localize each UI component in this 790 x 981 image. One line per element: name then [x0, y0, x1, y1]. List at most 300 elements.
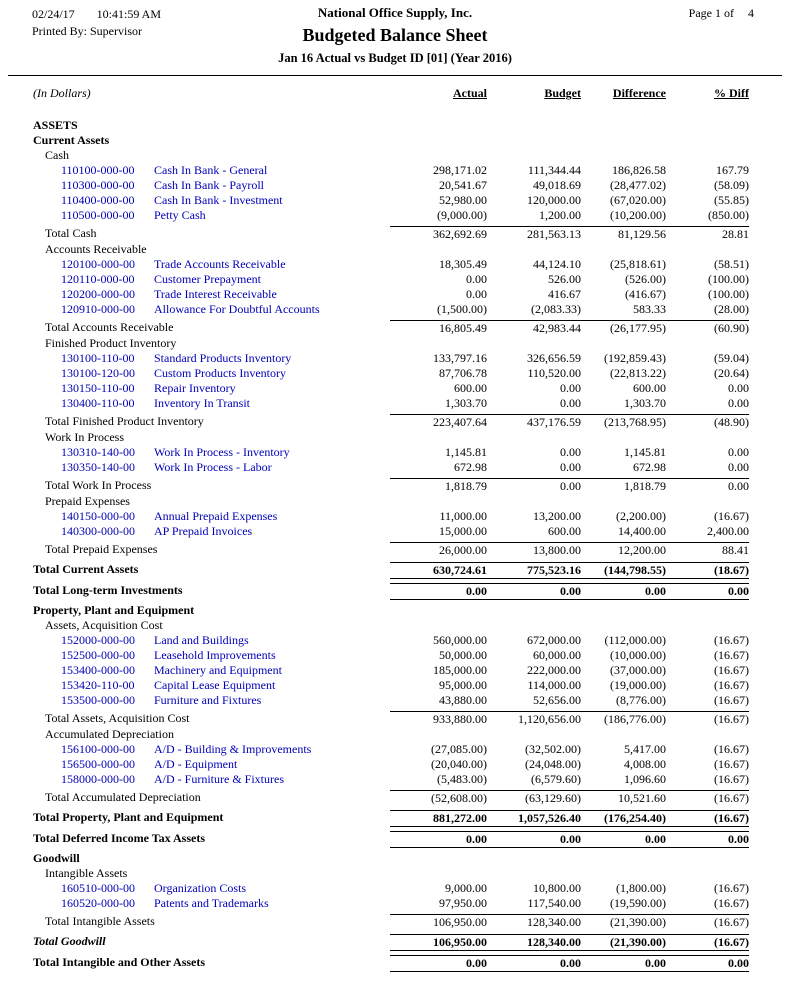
budget-value [487, 336, 581, 351]
total-row [0, 226, 790, 242]
pct-value: (58.09) [714, 178, 749, 192]
account-row [0, 757, 790, 772]
total-row [0, 478, 790, 494]
row-label: Total Finished Product Inventory [45, 414, 204, 428]
account-name-link[interactable]: Leasehold Improvements [154, 648, 276, 662]
account-code-link[interactable]: 156100-000-00 [61, 742, 135, 756]
row-label: Current Assets [33, 133, 110, 147]
pct-value: 2,400.00 [707, 524, 749, 538]
account-code-link[interactable]: 140300-000-00 [61, 524, 135, 538]
account-row [0, 396, 790, 411]
account-name-link[interactable]: Cash In Bank - General [154, 163, 268, 177]
budget-value: 281,563.13 [487, 226, 581, 242]
account-row [0, 693, 790, 708]
actual-value: 9,000.00 [445, 881, 487, 895]
group-row [0, 430, 790, 445]
actual-value: 15,000.00 [439, 524, 487, 538]
section-row [0, 118, 790, 133]
row-label: Intangible Assets [45, 866, 128, 880]
budget-value: 44,124.10 [533, 257, 581, 271]
difference-value: (526.00) [625, 272, 666, 286]
budget-value [487, 727, 581, 742]
account-label [33, 178, 390, 193]
budget-value: 52,656.00 [533, 693, 581, 707]
pct-value: (16.67) [666, 934, 749, 951]
account-name-link[interactable]: Machinery and Equipment [154, 663, 282, 677]
difference-value: (186,776.00) [581, 711, 666, 727]
account-code-link[interactable]: 130100-120-00 [61, 366, 135, 380]
account-name-link[interactable]: A/D - Furniture & Fixtures [154, 772, 284, 786]
total-row [0, 711, 790, 727]
actual-value: 560,000.00 [433, 633, 487, 647]
row-label: Total Cash [45, 226, 97, 240]
pct-value: (16.67) [714, 648, 749, 662]
pct-value: 88.41 [666, 542, 749, 558]
account-code-link[interactable]: 110500-000-00 [61, 208, 135, 222]
group-row [0, 336, 790, 351]
account-code-link[interactable]: 152500-000-00 [61, 648, 135, 662]
difference-value: (67,020.00) [610, 193, 666, 207]
account-label [33, 633, 390, 648]
account-name-link[interactable]: Cash In Bank - Payroll [154, 178, 264, 192]
pct-value: 0.00 [728, 445, 749, 459]
row-label: Assets, Acquisition Cost [45, 618, 163, 632]
row-label: Total Intangible and Other Assets [33, 955, 206, 969]
account-name-link[interactable]: Work In Process - Labor [154, 460, 272, 474]
column-header-row [0, 86, 790, 101]
major-total-italic-row [0, 934, 790, 951]
account-row [0, 772, 790, 787]
row-label: Total Current Assets [33, 562, 139, 576]
budget-value [487, 133, 581, 148]
account-label [33, 772, 390, 787]
budget-value: 775,523.16 [487, 562, 581, 579]
account-code-link[interactable]: 153500-000-00 [61, 693, 135, 707]
account-label [33, 366, 390, 381]
pct-value [666, 430, 749, 445]
difference-value [581, 727, 666, 742]
total-row [0, 414, 790, 430]
pct-value: (100.00) [708, 272, 749, 286]
budget-value [487, 618, 581, 633]
major-total-row [0, 831, 790, 848]
actual-value: 672.98 [454, 460, 487, 474]
difference-value: (10,000.00) [610, 648, 666, 662]
budget-value: 114,000.00 [527, 678, 581, 692]
budget-value: 49,018.69 [533, 178, 581, 192]
budget-value: 10,800.00 [533, 881, 581, 895]
account-label [33, 757, 390, 772]
row-label: Total Accounts Receivable [45, 320, 174, 334]
account-label [33, 648, 390, 663]
row-label: Total Assets, Acquisition Cost [45, 711, 190, 725]
actual-value: 26,000.00 [390, 542, 487, 558]
group-row [0, 148, 790, 163]
actual-value: 11,000.00 [439, 509, 487, 523]
difference-value: (19,590.00) [610, 896, 666, 910]
difference-value: 583.33 [633, 302, 666, 316]
report-title: Budgeted Balance Sheet [302, 25, 488, 45]
pct-value [666, 494, 749, 509]
difference-value: 1,303.70 [624, 396, 666, 410]
difference-value: (37,000.00) [610, 663, 666, 677]
account-row [0, 460, 790, 475]
difference-value [581, 618, 666, 633]
pct-value: (16.67) [714, 881, 749, 895]
difference-value: 0.00 [581, 831, 666, 848]
account-code-link[interactable]: 158000-000-00 [61, 772, 135, 786]
budget-value: 111,344.44 [527, 163, 581, 177]
account-code-link[interactable]: 110100-000-00 [61, 163, 135, 177]
actual-value [390, 727, 487, 742]
budget-value: 128,340.00 [487, 914, 581, 930]
account-code-link[interactable]: 140150-000-00 [61, 509, 135, 523]
actual-value: (9,000.00) [437, 208, 487, 222]
difference-value [581, 866, 666, 881]
difference-value: (8,776.00) [616, 693, 666, 707]
difference-value: 1,818.79 [581, 478, 666, 494]
actual-value: 0.00 [390, 831, 487, 848]
account-row [0, 524, 790, 539]
budget-value: 13,800.00 [487, 542, 581, 558]
pct-value: (59.04) [714, 351, 749, 365]
major-total-row [0, 583, 790, 600]
pct-value [666, 133, 749, 148]
row-label: Prepaid Expenses [45, 494, 130, 508]
column-header-actual: Actual [453, 86, 487, 100]
pct-value [666, 866, 749, 881]
actual-value [390, 866, 487, 881]
account-row [0, 257, 790, 272]
account-code-link[interactable]: 130310-140-00 [61, 445, 135, 459]
row-label: Accumulated Depreciation [45, 727, 174, 741]
account-name-link[interactable]: Work In Process - Inventory [154, 445, 290, 459]
pct-value: (16.67) [666, 711, 749, 727]
pct-value: (16.67) [714, 633, 749, 647]
actual-value: 630,724.61 [390, 562, 487, 579]
account-name-link[interactable]: Custom Products Inventory [154, 366, 286, 380]
pct-value: 0.00 [728, 396, 749, 410]
print-date: 02/24/17 [32, 7, 75, 21]
budget-value [487, 242, 581, 257]
pct-value: (16.67) [714, 693, 749, 707]
column-header-budget: Budget [544, 86, 581, 100]
budget-value [487, 148, 581, 163]
budget-value: (2,083.33) [531, 302, 581, 316]
account-name-link[interactable]: Trade Interest Receivable [154, 287, 277, 301]
budget-value: 0.00 [487, 478, 581, 494]
actual-value: 20,541.67 [439, 178, 487, 192]
budget-value: 0.00 [560, 445, 581, 459]
difference-value: (1,800.00) [616, 881, 666, 895]
account-code-link[interactable]: 110400-000-00 [61, 193, 135, 207]
pct-value: 167.79 [716, 163, 749, 177]
major-total-row [0, 810, 790, 827]
account-row [0, 381, 790, 396]
row-label: Total Work In Process [45, 478, 152, 492]
group-row [0, 618, 790, 633]
account-row [0, 445, 790, 460]
account-label [33, 896, 390, 911]
account-name-link[interactable]: Furniture and Fixtures [154, 693, 262, 707]
budget-value: (6,579.60) [531, 772, 581, 786]
budget-value: 13,200.00 [533, 509, 581, 523]
difference-value: (213,768.95) [581, 414, 666, 430]
account-code-link[interactable]: 156500-000-00 [61, 757, 135, 771]
account-row [0, 193, 790, 208]
account-name-link[interactable]: Cash In Bank - Investment [154, 193, 283, 207]
budget-value [487, 430, 581, 445]
difference-value: 0.00 [581, 955, 666, 972]
budget-value [487, 866, 581, 881]
report-rows [0, 118, 790, 972]
actual-value: 1,818.79 [390, 478, 487, 494]
account-name-link[interactable]: Organization Costs [154, 881, 247, 895]
row-label: Total Property, Plant and Equipment [33, 810, 224, 824]
pct-value [666, 148, 749, 163]
difference-value: 4,008.00 [624, 757, 666, 771]
actual-value: 87,706.78 [439, 366, 487, 380]
pct-value: (60.90) [666, 320, 749, 336]
difference-value: (112,000.00) [604, 633, 666, 647]
account-code-link[interactable]: 153420-110-00 [61, 678, 135, 692]
account-label [33, 693, 390, 708]
actual-value [390, 618, 487, 633]
difference-value: 12,200.00 [581, 542, 666, 558]
difference-value: 5,417.00 [624, 742, 666, 756]
pct-value [666, 118, 749, 133]
actual-value: 106,950.00 [390, 934, 487, 951]
actual-value [390, 118, 487, 133]
account-row [0, 302, 790, 317]
difference-value [581, 851, 666, 866]
difference-value: 1,145.81 [624, 445, 666, 459]
actual-value: 298,171.02 [433, 163, 487, 177]
difference-value: (144,798.55) [581, 562, 666, 579]
actual-value: 52,980.00 [439, 193, 487, 207]
budget-value: (63,129.60) [487, 790, 581, 806]
print-time: 10:41:59 AM [96, 7, 162, 21]
budget-value: 1,200.00 [539, 208, 581, 222]
account-label [33, 509, 390, 524]
budget-value [487, 118, 581, 133]
pct-value: (16.67) [714, 757, 749, 771]
pct-value: (16.67) [666, 810, 749, 827]
actual-value: 106,950.00 [390, 914, 487, 930]
pct-value: 0.00 [666, 831, 749, 848]
budget-value: 1,057,526.40 [487, 810, 581, 827]
row-label: Total Deferred Income Tax Assets [33, 831, 205, 845]
account-name-link[interactable]: A/D - Building & Improvements [154, 742, 312, 756]
pct-value: 0.00 [666, 583, 749, 600]
account-name-link[interactable]: Customer Prepayment [154, 272, 261, 286]
budget-value: 0.00 [487, 831, 581, 848]
account-name-link[interactable]: Capital Lease Equipment [154, 678, 276, 692]
row-label: Cash [45, 148, 69, 162]
account-name-link[interactable]: Petty Cash [154, 208, 206, 222]
account-label [33, 524, 390, 539]
pct-value: (16.67) [666, 914, 749, 930]
printed-by: Printed By: Supervisor [32, 24, 142, 38]
actual-value: 1,303.70 [445, 396, 487, 410]
pct-value: (16.67) [714, 678, 749, 692]
difference-value [581, 242, 666, 257]
pct-value [666, 618, 749, 633]
pct-value: 0.00 [728, 460, 749, 474]
budget-value: 117,540.00 [527, 896, 581, 910]
row-label: Finished Product Inventory [45, 336, 177, 350]
budget-value: 1,120,656.00 [487, 711, 581, 727]
difference-value: (2,200.00) [616, 509, 666, 523]
account-label [33, 351, 390, 366]
pct-value: (20.64) [714, 366, 749, 380]
account-row [0, 678, 790, 693]
section-row [0, 851, 790, 866]
actual-value: 0.00 [390, 583, 487, 600]
account-label [33, 208, 390, 223]
row-label: Total Intangible Assets [45, 914, 155, 928]
group-row [0, 866, 790, 881]
budget-value: 416.67 [548, 287, 581, 301]
actual-value: 0.00 [466, 287, 487, 301]
actual-value: 600.00 [454, 381, 487, 395]
actual-value: 95,000.00 [439, 678, 487, 692]
pct-value: (100.00) [708, 287, 749, 301]
company-name: National Office Supply, Inc. [317, 5, 473, 20]
difference-value [581, 430, 666, 445]
account-label [33, 460, 390, 475]
actual-value: 43,880.00 [439, 693, 487, 707]
account-name-link[interactable]: Repair Inventory [154, 381, 236, 395]
budget-value [487, 851, 581, 866]
page-number: 4 [748, 6, 754, 20]
difference-value: (192,859.43) [604, 351, 666, 365]
actual-value [390, 336, 487, 351]
difference-value: (25,818.61) [610, 257, 666, 271]
actual-value [390, 242, 487, 257]
pct-value: (16.67) [714, 663, 749, 677]
group-row [0, 242, 790, 257]
pct-value [666, 603, 749, 618]
actual-value [390, 603, 487, 618]
account-code-link[interactable]: 110300-000-00 [61, 178, 135, 192]
account-row [0, 366, 790, 381]
account-label [33, 272, 390, 287]
actual-value: 362,692.69 [390, 226, 487, 242]
account-name-link[interactable]: AP Prepaid Invoices [154, 524, 253, 538]
actual-value [390, 430, 487, 445]
account-code-link[interactable]: 120200-000-00 [61, 287, 135, 301]
section-row [0, 133, 790, 148]
pct-value: (16.67) [714, 742, 749, 756]
account-label [33, 881, 390, 896]
actual-value: 133,797.16 [433, 351, 487, 365]
budget-value: 0.00 [487, 583, 581, 600]
account-name-link[interactable]: A/D - Equipment [154, 757, 238, 771]
account-name-link[interactable]: Patents and Trademarks [154, 896, 269, 910]
budget-value: 60,000.00 [533, 648, 581, 662]
difference-value: 0.00 [581, 583, 666, 600]
account-label [33, 193, 390, 208]
account-name-link[interactable]: Annual Prepaid Expenses [154, 509, 278, 523]
actual-value [390, 148, 487, 163]
row-label: Goodwill [33, 851, 80, 865]
account-name-link[interactable]: Trade Accounts Receivable [154, 257, 286, 271]
budget-value: (24,048.00) [525, 757, 581, 771]
pct-value [666, 727, 749, 742]
account-code-link[interactable]: 120110-000-00 [61, 272, 135, 286]
account-label [33, 742, 390, 757]
actual-value: 0.00 [466, 272, 487, 286]
account-code-link[interactable]: 130350-140-00 [61, 460, 135, 474]
row-label: Total Accumulated Depreciation [45, 790, 201, 804]
difference-value: 186,826.58 [612, 163, 666, 177]
account-row [0, 881, 790, 896]
account-code-link[interactable]: 120100-000-00 [61, 257, 135, 271]
pct-value: (16.67) [666, 790, 749, 806]
account-code-link[interactable]: 120910-000-00 [61, 302, 135, 316]
account-code-link[interactable]: 160520-000-00 [61, 896, 135, 910]
pct-value: 0.00 [666, 955, 749, 972]
account-code-link[interactable]: 152000-000-00 [61, 633, 135, 647]
unit-label: (In Dollars) [33, 86, 91, 100]
actual-value: 223,407.64 [390, 414, 487, 430]
actual-value: (1,500.00) [437, 302, 487, 316]
difference-value: 81,129.56 [581, 226, 666, 242]
group-row [0, 727, 790, 742]
difference-value: (22,813.22) [610, 366, 666, 380]
account-row [0, 663, 790, 678]
difference-value: 14,400.00 [618, 524, 666, 538]
account-label [33, 287, 390, 302]
difference-value: 1,096.60 [624, 772, 666, 786]
actual-value [390, 851, 487, 866]
account-code-link[interactable]: 160510-000-00 [61, 881, 135, 895]
budget-value: 128,340.00 [487, 934, 581, 951]
pct-value: (55.85) [714, 193, 749, 207]
actual-value: 16,805.49 [390, 320, 487, 336]
difference-value: (26,177.95) [581, 320, 666, 336]
budget-value: 42,983.44 [487, 320, 581, 336]
account-row [0, 509, 790, 524]
pct-value: (16.67) [714, 509, 749, 523]
account-name-link[interactable]: Inventory In Transit [154, 396, 250, 410]
budget-value: 600.00 [548, 524, 581, 538]
header-right [689, 6, 754, 21]
difference-value [581, 494, 666, 509]
actual-value: (52,608.00) [390, 790, 487, 806]
budget-value: 110,520.00 [527, 366, 581, 380]
account-row [0, 896, 790, 911]
actual-value: 881,272.00 [390, 810, 487, 827]
pct-value: (18.67) [666, 562, 749, 579]
account-name-link[interactable]: Land and Buildings [154, 633, 249, 647]
pct-value: 0.00 [666, 478, 749, 494]
account-code-link[interactable]: 130150-110-00 [61, 381, 135, 395]
pct-value: (16.67) [714, 896, 749, 910]
account-label [33, 445, 390, 460]
account-label [33, 163, 390, 178]
account-name-link[interactable]: Standard Products Inventory [154, 351, 292, 365]
account-code-link[interactable]: 153400-000-00 [61, 663, 135, 677]
account-code-link[interactable]: 130400-110-00 [61, 396, 135, 410]
total-row [0, 542, 790, 558]
account-code-link[interactable]: 130100-110-00 [61, 351, 135, 365]
account-name-link[interactable]: Allowance For Doubtful Accounts [154, 302, 320, 316]
pct-value: (58.51) [714, 257, 749, 271]
difference-value [581, 118, 666, 133]
account-row [0, 633, 790, 648]
